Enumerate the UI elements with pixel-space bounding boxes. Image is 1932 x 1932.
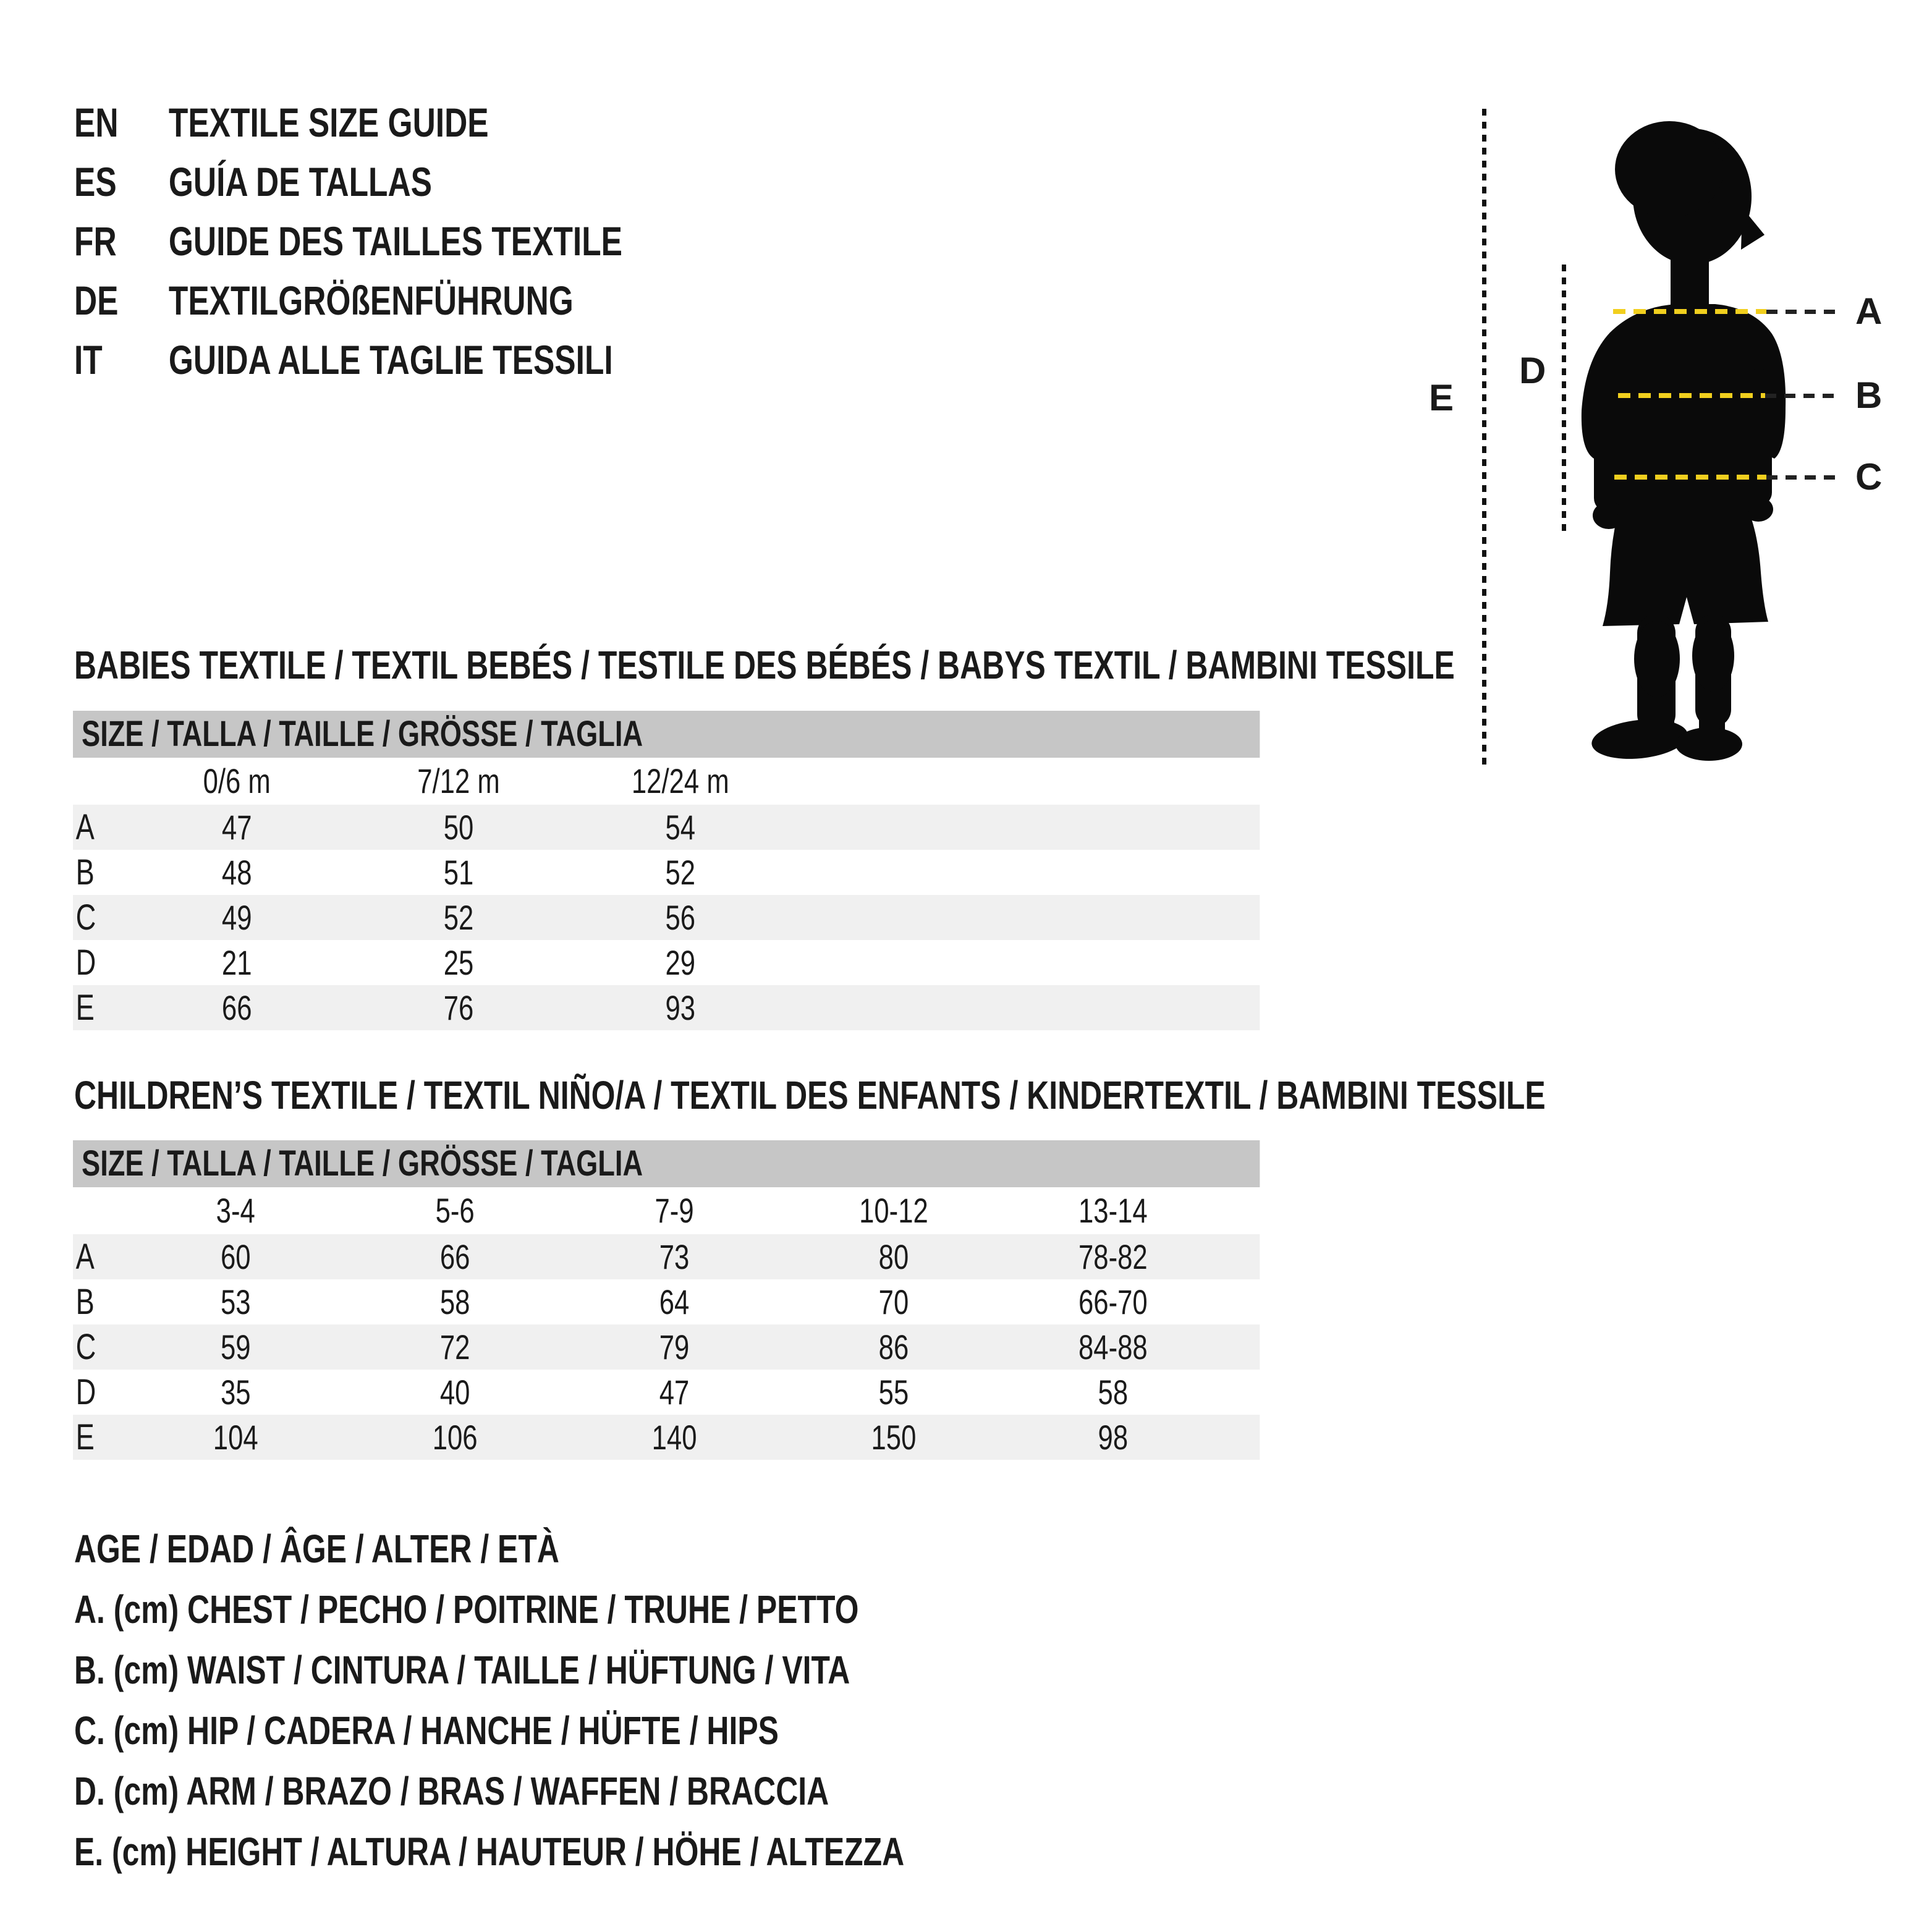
cell-value: 52: [665, 853, 696, 892]
measurement-legend: [74, 1519, 904, 1882]
language-code: DE: [74, 278, 119, 323]
table-row: [73, 850, 1260, 895]
language-code: FR: [74, 218, 117, 264]
table-row: [73, 805, 1260, 850]
table-row: [73, 1324, 1260, 1370]
column-header: 13-14: [1078, 1191, 1148, 1230]
row-label: D: [75, 1372, 96, 1412]
guide-title-fr: GUIDE DES TAILLES TEXTILE: [168, 218, 623, 264]
column-header-blank: [73, 758, 126, 805]
column-header: 3-4: [216, 1191, 255, 1230]
figure-label-c: C: [1855, 456, 1883, 498]
children-table-column-headers: [73, 1187, 1260, 1234]
babies-table-size-header: SIZE / TALLA / TAILLE / GRÖSSE / TAGLIA: [73, 711, 1260, 758]
cell-value: 56: [665, 898, 696, 937]
figure-label-e: E: [1429, 377, 1454, 418]
legend-hip: C. (cm) HIP / CADERA / HANCHE / HÜFTE / HIPS: [74, 1708, 779, 1753]
legend-age: AGE / EDAD / ÂGE / ALTER / ETÀ: [74, 1527, 559, 1571]
cell-value: 72: [439, 1328, 470, 1366]
chest-measure-line-leader: [1766, 310, 1842, 314]
cell-value: 58: [439, 1282, 470, 1321]
cell-value: 25: [443, 943, 474, 982]
row-label: B: [75, 1282, 95, 1322]
cell-value: 50: [443, 808, 474, 847]
row-label: D: [75, 943, 96, 983]
figure-label-a: A: [1855, 290, 1883, 332]
cell-value: 80: [878, 1237, 909, 1276]
babies-table-column-headers: [73, 758, 1260, 805]
guide-title-de: TEXTILGRÖßENFÜHRUNG: [168, 278, 574, 323]
column-header: 10-12: [859, 1191, 928, 1230]
cell-value: 84-88: [1078, 1328, 1148, 1366]
cell-value: 98: [1098, 1418, 1129, 1457]
table-row: [73, 1415, 1260, 1460]
column-header-blank: [73, 1187, 126, 1234]
row-label: E: [75, 988, 95, 1028]
column-header: 0/6 m: [203, 761, 271, 800]
row-label: A: [75, 1237, 95, 1277]
babies-size-table: [73, 711, 1260, 1030]
cell-value: 47: [659, 1373, 690, 1412]
column-header: 12/24 m: [631, 761, 729, 800]
hip-measure-line-leader: [1766, 475, 1842, 480]
legend-waist: B. (cm) WAIST / CINTURA / TAILLE / HÜFTUNG / VITA: [74, 1648, 850, 1692]
cell-value: 60: [220, 1237, 251, 1276]
arm-measure-line-D: [1562, 265, 1566, 532]
language-code: IT: [74, 337, 103, 383]
waist-measure-line-leader: [1765, 394, 1842, 398]
children-size-table: [73, 1140, 1260, 1460]
cell-value: 54: [665, 808, 696, 847]
hip-measure-line-yellow: [1614, 475, 1766, 480]
row-label: E: [75, 1417, 95, 1457]
figure-label-b: B: [1855, 375, 1883, 416]
cell-value: 64: [659, 1282, 690, 1321]
table-row: [73, 1279, 1260, 1324]
guide-title-it: GUIDA ALLE TAGLIE TESSILI: [168, 337, 613, 383]
cell-value: 55: [878, 1373, 909, 1412]
cell-value: 59: [220, 1328, 251, 1366]
cell-value: 140: [651, 1418, 697, 1457]
cell-value: 79: [659, 1328, 690, 1366]
children-heading-text: CHILDREN’S TEXTILE / TEXTIL NIÑO/A / TEXTIL DES ENFANTS / KINDERTEXTIL / BAMBINI TESSILE: [74, 1073, 1546, 1117]
language-row-it: [74, 330, 622, 389]
chest-measure-line-yellow: [1613, 309, 1766, 314]
cell-value: 51: [443, 853, 474, 892]
legend-arm: D. (cm) ARM / BRAZO / BRAS / WAFFEN / BRACCIA: [74, 1769, 829, 1813]
cell-value: 21: [221, 943, 252, 982]
cell-value: 35: [220, 1373, 251, 1412]
column-header: 7/12 m: [417, 761, 500, 800]
cell-value: 53: [220, 1282, 251, 1321]
guide-title-en: TEXTILE SIZE GUIDE: [168, 100, 489, 145]
language-row-es: [74, 152, 622, 211]
legend-chest: A. (cm) CHEST / PECHO / POITRINE / TRUHE / PETTO: [74, 1587, 859, 1632]
waist-measure-line-yellow: [1618, 393, 1765, 398]
babies-section-heading: [74, 640, 1844, 690]
row-label: C: [75, 1327, 96, 1367]
row-label: C: [75, 897, 96, 938]
cell-value: 76: [443, 988, 474, 1027]
language-code: ES: [74, 159, 117, 205]
guide-title-es: GUÍA DE TALLAS: [168, 159, 433, 205]
cell-value: 66-70: [1078, 1282, 1148, 1321]
cell-value: 106: [432, 1418, 478, 1457]
legend-height: E. (cm) HEIGHT / ALTURA / HAUTEUR / HÖHE / ALTEZZA: [74, 1829, 905, 1874]
cell-value: 73: [659, 1237, 690, 1276]
cell-value: 78-82: [1078, 1237, 1148, 1276]
cell-value: 86: [878, 1328, 909, 1366]
cell-value: 70: [878, 1282, 909, 1321]
cell-value: 48: [221, 853, 252, 892]
table-row: [73, 895, 1260, 940]
figure-label-d: D: [1519, 350, 1546, 391]
cell-value: 49: [221, 898, 252, 937]
column-header: 5-6: [435, 1191, 475, 1230]
table-row: [73, 940, 1260, 985]
language-code: EN: [74, 100, 119, 145]
cell-value: 66: [221, 988, 252, 1027]
row-label: A: [75, 807, 95, 847]
column-header: 7-9: [655, 1191, 694, 1230]
cell-value: 52: [443, 898, 474, 937]
language-row-de: [74, 271, 622, 330]
language-row-en: [74, 93, 622, 152]
children-section-heading: [74, 1070, 1932, 1121]
cell-value: 29: [665, 943, 696, 982]
babies-heading-text: BABIES TEXTILE / TEXTIL BEBÉS / TESTILE DES BÉBÉS / BABYS TEXTIL / BAMBINI TESSILE: [74, 643, 1455, 687]
cell-value: 40: [439, 1373, 470, 1412]
children-table-size-header: SIZE / TALLA / TAILLE / GRÖSSE / TAGLIA: [73, 1140, 1260, 1187]
cell-value: 58: [1098, 1373, 1129, 1412]
table-row: [73, 1234, 1260, 1279]
cell-value: 104: [213, 1418, 258, 1457]
language-row-fr: [74, 211, 622, 271]
cell-value: 66: [439, 1237, 470, 1276]
cell-value: 93: [665, 988, 696, 1027]
language-title-list: [74, 93, 777, 389]
cell-value: 47: [221, 808, 252, 847]
row-label: B: [75, 852, 95, 892]
table-row: [73, 1370, 1260, 1415]
cell-value: 150: [871, 1418, 917, 1457]
table-row: [73, 985, 1260, 1030]
